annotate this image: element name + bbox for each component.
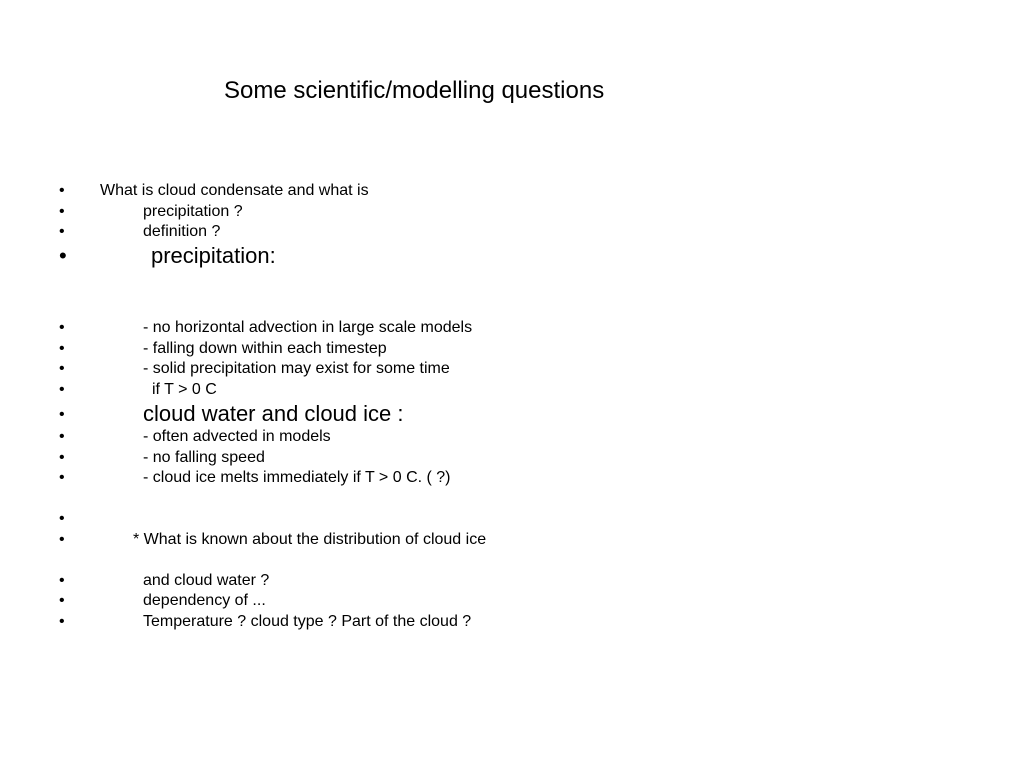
bullet-text: if T > 0 C — [152, 381, 217, 398]
bullet-marker: • — [59, 381, 65, 398]
bullet-marker: • — [59, 449, 65, 466]
slide-title: Some scientific/modelling questions — [224, 77, 605, 104]
bullet-text: definition ? — [143, 223, 221, 240]
bullet-marker: • — [59, 613, 65, 630]
bullet-text: Temperature ? cloud type ? Part of the cloud ? — [143, 613, 472, 630]
bullet-marker: • — [59, 340, 65, 357]
bullet-text: dependency of ... — [143, 592, 266, 609]
bullet-marker: • — [59, 510, 65, 527]
bullet-marker: • — [59, 223, 65, 240]
bullet-text: precipitation ? — [143, 203, 243, 220]
bullet-text: - falling down within each timestep — [143, 340, 387, 357]
bullet-text: and cloud water ? — [143, 572, 270, 589]
bullet-marker: • — [59, 360, 65, 377]
bullet-text: - no falling speed — [143, 449, 265, 466]
bullet-marker: • — [59, 406, 65, 423]
bullet-marker: • — [59, 203, 65, 220]
bullet-marker: • — [59, 428, 65, 445]
bullet-marker: • — [59, 531, 65, 548]
bullet-text: precipitation: — [151, 243, 276, 268]
bullet-text: cloud water and cloud ice : — [143, 401, 404, 426]
bullet-marker: • — [59, 572, 65, 589]
bullet-marker: • — [59, 243, 67, 268]
bullet-text: - often advected in models — [143, 428, 331, 445]
bullet-text: * What is known about the distribution of cloud ice — [133, 531, 487, 548]
bullet-marker: • — [59, 469, 65, 486]
bullet-text: What is cloud condensate and what is — [100, 182, 369, 199]
bullet-text: - no horizontal advection in large scale models — [143, 319, 473, 336]
bullet-text: - cloud ice melts immediately if T > 0 C. ( ?) — [143, 469, 451, 486]
bullet-marker: • — [59, 592, 65, 609]
bullet-marker: • — [59, 319, 65, 336]
bullet-marker: • — [59, 182, 65, 199]
bullet-text: - solid precipitation may exist for some time — [143, 360, 450, 377]
